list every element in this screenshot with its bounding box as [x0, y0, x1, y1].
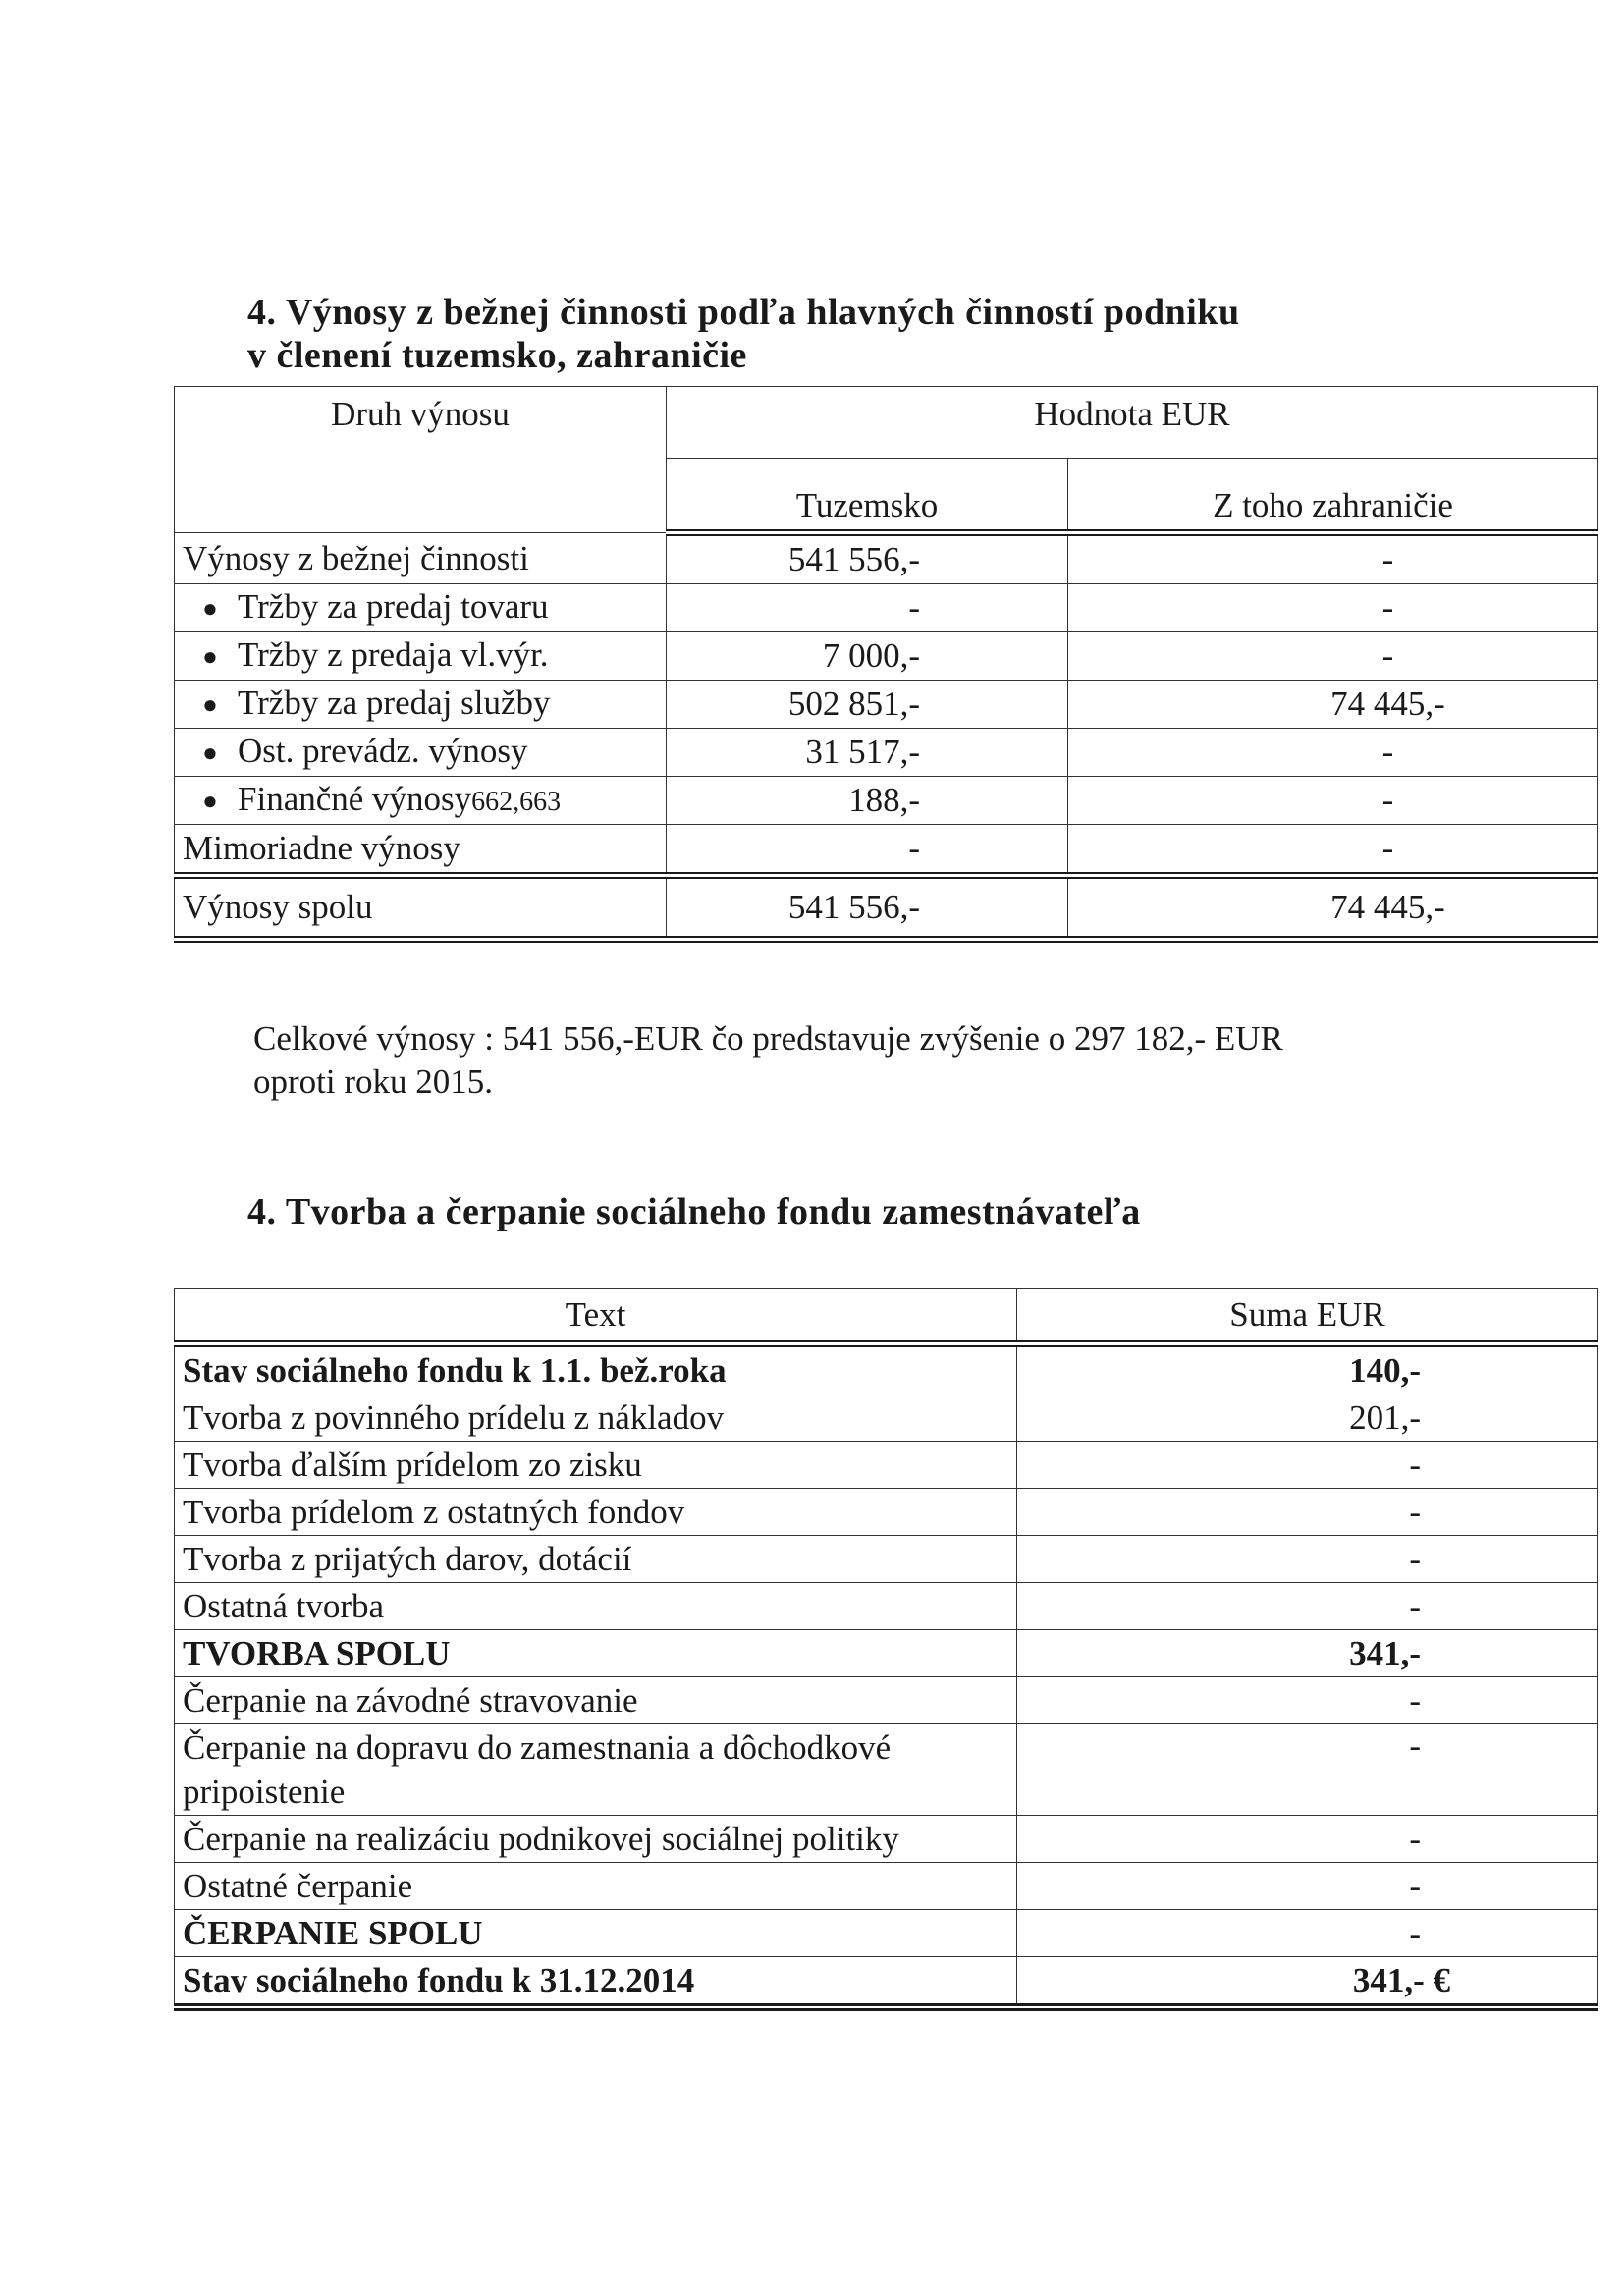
table-row: [175, 1816, 1598, 1863]
table-row: [175, 777, 1598, 825]
table-row: [175, 533, 1598, 584]
row-value: -: [1017, 1724, 1598, 1816]
row-label: TVORBA SPOLU: [175, 1630, 1017, 1677]
row-label: Tržby za predaj tovaru: [238, 586, 549, 626]
row-value: 341,-: [1017, 1630, 1598, 1677]
table-row: [175, 1536, 1598, 1583]
table-row: [175, 1394, 1598, 1442]
title-line-1: 4. Výnosy z bežnej činnosti podľa hlavných činností podniku: [247, 292, 1240, 333]
row-domestic: 188,-: [667, 777, 1068, 825]
revenues-table: [174, 386, 1598, 943]
row-label: Tvorba ďalším prídelom zo zisku: [175, 1442, 1017, 1489]
row-value: -: [1017, 1863, 1598, 1910]
row-domestic: -: [667, 825, 1068, 876]
table-row: [175, 1863, 1598, 1910]
row-value: -: [1017, 1910, 1598, 1957]
row-label-suffix: 662,663: [471, 786, 562, 817]
title-line-2: v členení tuzemsko, zahraničie: [247, 335, 747, 376]
row-value: 201,-: [1017, 1394, 1598, 1442]
bullet-icon: ●: [202, 738, 218, 768]
row-label: Ost. prevádz. výnosy: [238, 731, 528, 770]
table-row: [175, 1910, 1598, 1957]
row-label: Ostatná tvorba: [175, 1583, 1017, 1630]
row-value: -: [1017, 1583, 1598, 1630]
row-foreign: -: [1068, 533, 1598, 584]
table-row: [175, 1344, 1598, 1394]
total-label: Výnosy spolu: [175, 876, 667, 940]
revenue-note: [253, 1017, 1432, 1104]
table-row: [175, 1442, 1598, 1489]
table-row: [175, 1677, 1598, 1724]
row-value: -: [1017, 1816, 1598, 1863]
row-foreign: -: [1068, 777, 1598, 825]
bullet-icon: ●: [202, 787, 218, 816]
row-value: -: [1017, 1536, 1598, 1583]
social-fund-table: [174, 1288, 1598, 2011]
row-foreign: -: [1068, 632, 1598, 681]
bullet-icon: ●: [202, 642, 218, 672]
table-row: [175, 1630, 1598, 1677]
note-line-1: Celkové výnosy : 541 556,-EUR čo predstavuje zvýšenie o 297 182,- EUR: [253, 1019, 1283, 1058]
row-domestic: 31 517,-: [667, 729, 1068, 777]
row-label: Tržby z predaja vl.výr.: [238, 634, 549, 674]
row-label: Čerpanie na realizáciu podnikovej sociálnej politiky: [175, 1816, 1017, 1863]
total-domestic: 541 556,-: [667, 876, 1068, 940]
total-row: [175, 876, 1598, 940]
header-domestic: Tuzemsko: [667, 459, 1068, 533]
row-domestic: 541 556,-: [667, 533, 1068, 584]
row-label: Čerpanie na dopravu do zamestnania a dôchodkové pripoistenie: [175, 1724, 1017, 1816]
header-revenue-type: Druh výnosu: [175, 387, 667, 533]
row-label: Stav sociálneho fondu k 31.12.2014: [175, 1957, 1017, 2008]
table-row: [175, 1957, 1598, 2008]
table-row: [175, 681, 1598, 729]
row-value: 341,- €: [1017, 1957, 1598, 2008]
table-row: [175, 1724, 1598, 1816]
row-label: Mimoriadne výnosy: [175, 825, 667, 876]
row-value: 140,-: [1017, 1344, 1598, 1394]
bullet-icon: ●: [202, 594, 218, 624]
table-row: [175, 584, 1598, 632]
row-value: -: [1017, 1677, 1598, 1724]
row-domestic: -: [667, 584, 1068, 632]
row-label: Ostatné čerpanie: [175, 1863, 1017, 1910]
header-text: Text: [175, 1289, 1017, 1344]
section-title-revenues: [247, 291, 1240, 377]
table-row: [175, 1489, 1598, 1536]
table-row: [175, 825, 1598, 876]
row-label: Tvorba z povinného prídelu z nákladov: [175, 1394, 1017, 1442]
table-row: [175, 632, 1598, 681]
row-value: -: [1017, 1442, 1598, 1489]
row-label: ČERPANIE SPOLU: [175, 1910, 1017, 1957]
row-label: Tržby za predaj služby: [238, 683, 551, 722]
row-value: -: [1017, 1489, 1598, 1536]
header-value-eur: Hodnota EUR: [667, 387, 1598, 459]
total-foreign: 74 445,-: [1068, 876, 1598, 940]
row-label: Tvorba z prijatých darov, dotácií: [175, 1536, 1017, 1583]
row-domestic: 7 000,-: [667, 632, 1068, 681]
row-foreign: 74 445,-: [1068, 681, 1598, 729]
row-label: Finančné výnosy: [238, 779, 472, 818]
row-label: Stav sociálneho fondu k 1.1. bež.roka: [175, 1344, 1017, 1394]
note-line-2: oproti roku 2015.: [253, 1063, 494, 1101]
row-domestic: 502 851,-: [667, 681, 1068, 729]
section-title-social-fund: 4. Tvorba a čerpanie sociálneho fondu zamestnávateľa: [247, 1191, 1141, 1232]
bullet-icon: ●: [202, 690, 218, 720]
row-foreign: -: [1068, 825, 1598, 876]
row-foreign: -: [1068, 584, 1598, 632]
table-row: [175, 1583, 1598, 1630]
header-foreign: Z toho zahraničie: [1068, 459, 1598, 533]
table-row: [175, 729, 1598, 777]
header-sum: Suma EUR: [1017, 1289, 1598, 1344]
row-label: Čerpanie na závodné stravovanie: [175, 1677, 1017, 1724]
row-foreign: -: [1068, 729, 1598, 777]
row-label: Tvorba prídelom z ostatných fondov: [175, 1489, 1017, 1536]
row-label: Výnosy z bežnej činnosti: [175, 533, 667, 584]
